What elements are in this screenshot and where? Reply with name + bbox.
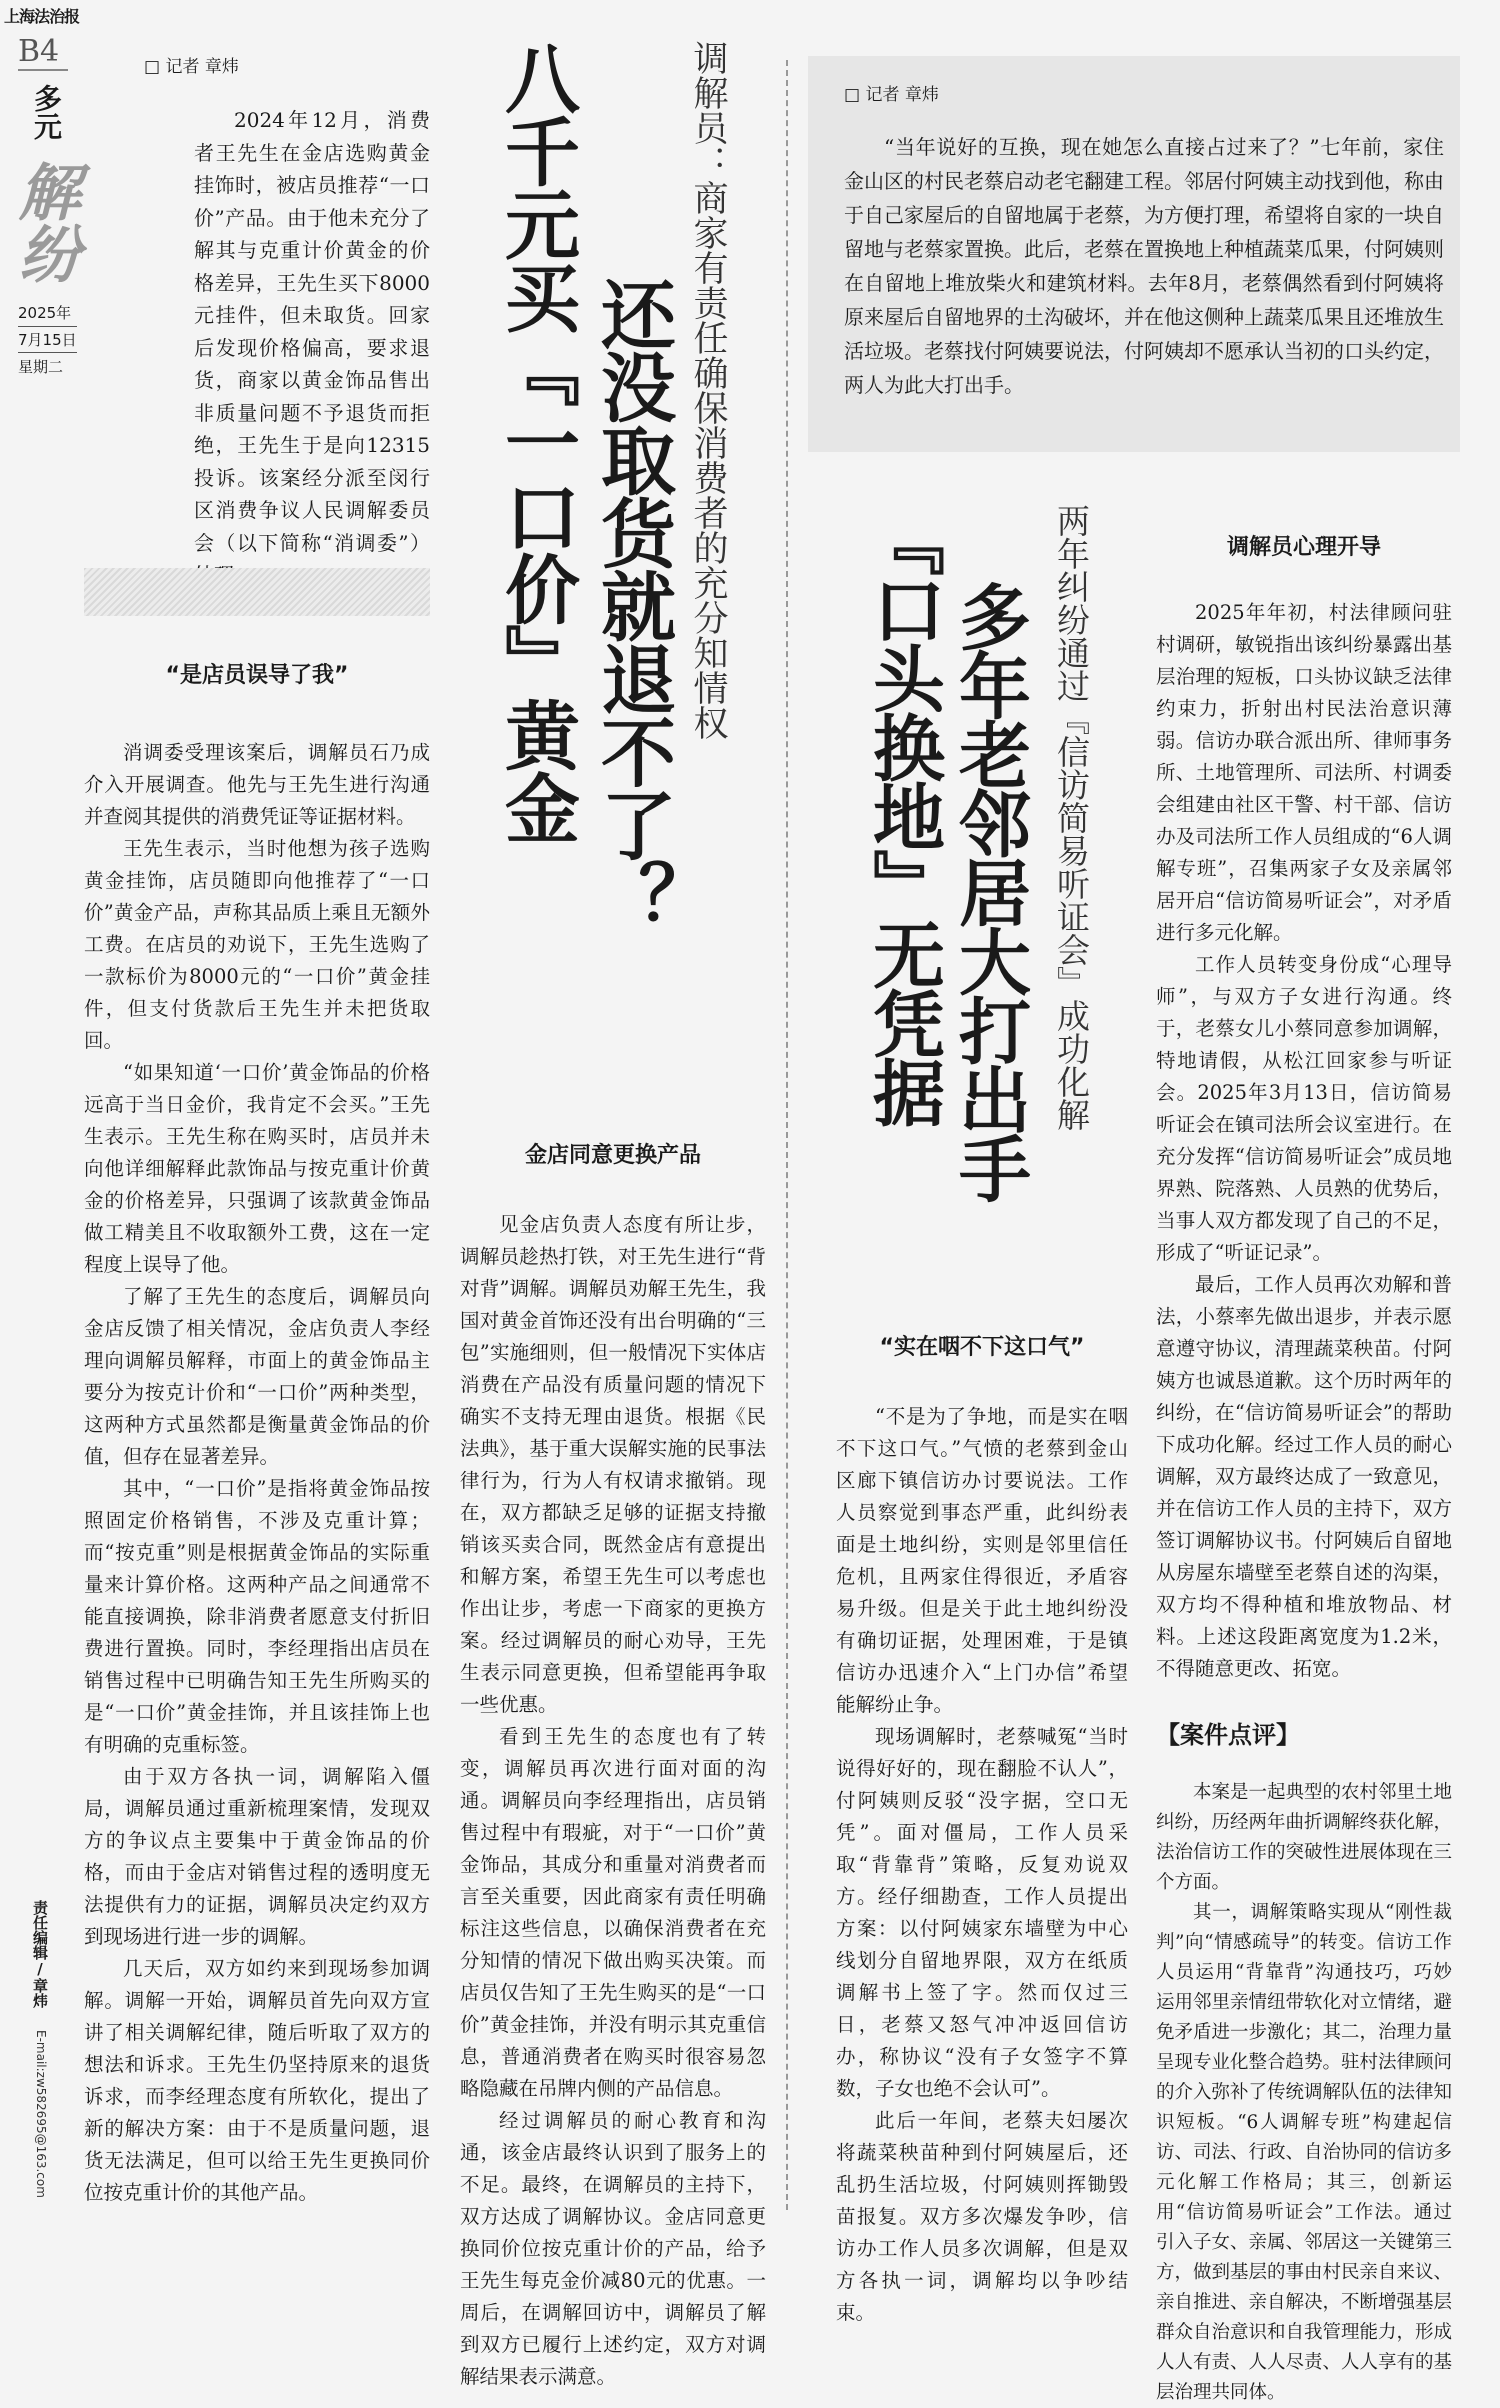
article2-paragraph: “不是为了争地，而是实在咽不下这口气。”气愤的老蔡到金山区廊下镇信访办讨要说法。工作人员察觉到事态严重，此纠纷表面是土地纠纷，实则是邻里信任危机，且两家住得很近，矛盾容易升级。但是关于此土地纠纷没有确切证据，处理困难，于是镇信访办迅速介入“上门办信”希望能解纷止争。: [836, 1405, 1128, 1716]
article1-kicker: 调解员：商家有责任确保消费者的充分知情权: [688, 40, 728, 740]
article1-column-1: [84, 640, 430, 2209]
editor-email: E-mail:zw582695@163.com: [34, 2030, 48, 2198]
article2-lead-paragraph: “当年说好的互换，现在她怎么直接占过来了？”七年前，家住金山区的村民老蔡启动老宅翻建工程。邻居付阿姨主动找到他，称由于自己家屋后的自留地属于老蔡，为方便打理，希望将自家的一块自留地与老蔡家置换。此后，老蔡在置换地上种植蔬菜瓜果，付阿姨则在自留地上堆放柴火和建筑材料。去年8月，老蔡偶然看到付阿姨将原来屋后自留地界的土沟破坏，并在他这侧种上蔬菜瓜果且还堆放生活垃圾。老蔡找付阿姨要说法，付阿姨却不愿承认当初的口头约定，两人为此大打出手。: [844, 135, 1444, 397]
issue-weekday: 星期二: [18, 358, 64, 376]
article1-paragraph: 王先生表示，当时他想为孩子选购黄金挂饰，店员随即向他推荐了“一口价”黄金产品，声称其品质上乘且无额外工费。在店员的劝说下，王先生选购了一款标价为8000元的“一口价”黄金挂件，但支付货款后王先生并未把货取回。: [84, 837, 430, 1052]
editor-label: 责任编辑/章炜: [31, 1900, 49, 2008]
article1-headline-b: 还没取货就退不了？: [589, 276, 677, 933]
article1-paragraph: 几天后，双方如约来到现场参加调解。调解一开始，调解员首先向双方宣讲了相关调解纪律，随后听取了双方的想法和诉求。王先生仍坚持原来的退货诉求，而李经理态度有所软化，提出了新的解决方案：由于不是质量问题，退货无法满足，但可以给王先生更换同价位按克重计价的其他产品。: [84, 1957, 430, 2204]
article2-paragraph: 工作人员转变身份成“心理导师”，与双方子女进行沟通。终于，老蔡女儿小蔡同意参加调解，特地请假，从松江回家参与听证会。2025年3月13日，信访简易听证会在镇司法所会议室进行。在充分发挥“信访简易听证会”成员地界熟、院落熟、人员熟的优势后，当事人双方都发现了自己的不足，形成了“听证记录”。: [1156, 953, 1452, 1264]
article2-headline-b: 『口头换地』无凭据: [861, 504, 946, 1125]
article1: [84, 0, 780, 2388]
article1-lead-paragraph: 2024年12月，消费者王先生在金店选购黄金挂饰时，被店员推荐“一口价”产品。由于他未充分了解其与克重计价黄金的价格差异，王先生买下8000元挂件，但未取货。回家后发现价格偏高，要求退货，商家以黄金饰品售出非质量问题不予退货而拒绝，王先生于是向12315投诉。该案经分派至闵行区消费争议人民调解委员会（以下简称“消调委”）: [194, 108, 430, 555]
article2-byline: □ 记者 章炜: [844, 85, 939, 105]
issue-year: 2025年: [18, 304, 72, 322]
article2-paragraph: 2025年年初，村法律顾问驻村调研，敏锐指出该纠纷暴露出基层治理的短板，口头协议缺乏法律约束力，折射出村民法治意识薄弱。信访办联合派出所、律师事务所、土地管理所、司法所、村调委会组建由社区干警、村干部、信访办及司法所工作人员组成的“6人调解专班”，召集两家子女及亲属邻居开启“信访简易听证会”，对矛盾进行多元化解。: [1156, 601, 1452, 944]
article1-section1-title: “是店员误导了我”: [165, 663, 349, 688]
article2-paragraph: 此后一年间，老蔡夫妇屡次将蔬菜秧苗种到付阿姨屋后，还乱扔生活垃圾，付阿姨则挥锄毁苗报复。双方多次爆发争吵，信访办工作人员多次调解，但是双方各执一词，调解均以争吵结束。: [836, 2109, 1128, 2324]
article2-paragraph: 最后，工作人员再次劝解和普法，小蔡率先做出退步，并表示愿意遵守协议，清理蔬菜秧苗。付阿姨方也诚恳道歉。这个历时两年的纠纷，在“信访简易听证会”的帮助下成功化解。经过工作人员的耐心调解，双方最终达成了一致意见，并在信访工作人员的主持下，双方签订调解协议书。付阿姨后自留地从房屋东墙壁至老蔡自述的沟渠，双方均不得种植和堆放物品、材料。上述这段距离宽度为1.2米，不得随意更改、拓宽。: [1156, 1273, 1452, 1680]
article1-paragraph: “如果知道‘一口价’黄金饰品的价格远高于当日金价，我肯定不会买。”王先生表示。王先生称在购买时，店员并未向他详细解释此款饰品与按克重计价黄金的价格差异，只强调了该款黄金饰品做工精美且不收取额外工费，这在一定程度上误导了他。: [84, 1061, 430, 1276]
masthead: [0, 0, 84, 2253]
article2-comment-paragraph: 本案是一起典型的农村邻里土地纠纷，历经两年曲折调解终获化解，法治信访工作的突破性进展体现在三个方面。: [1156, 1782, 1453, 1893]
editor-label-text: 责任编辑: [31, 1900, 49, 1960]
article2: [806, 0, 1500, 2403]
article2-comment-title: 【案件点评】: [1156, 1720, 1300, 1749]
article2-paragraph: 现场调解时，老蔡喊冤“当时说得好好的，现在翻脸不认人”，付阿姨则反驳“没字据，空口无凭”。面对僵局，工作人员采取“背靠背”策略，反复劝说双方。经仔细勘查，工作人员提出方案：以付阿姨家东墙壁为中心线划分自留地界限，双方在纸质调解书上签了字。然而仅过三日，老蔡又怒气冲冲返回信访办，称协议“没有子女签字不算数，子女也绝不会认可”。: [836, 1725, 1128, 2100]
article1-paragraph: 由于双方各执一词，调解陷入僵局，调解员通过重新梳理案情，发现双方的争议点主要集中于黄金饰品的价格，而由于金店对销售过程的透明度无法提供有力的证据，调解员决定约双方到现场进行进一步的调解。: [84, 1765, 430, 1948]
paper-name: 上海法治报: [4, 7, 80, 26]
article1-paragraph: 看到王先生的态度也有了转变，调解员再次进行面对面的沟通。调解员向李经理指出，店员销售过程中有瑕疵，对于“一口价”黄金饰品，其成分和重量对消费者而言至关重要，因此商家有责任明确标注这些信息，以确保消费者在充分知情的情况下做出购买决策。而店员仅告知了王先生购买的是“一口价”黄金挂饰，并没有明示其克重信息，普通消费者在购买时很容易忽略隐藏在吊牌内侧的产品信息。: [460, 1725, 766, 2100]
article2-column-2: [1156, 530, 1452, 2408]
article2-section2-title: 调解员心理开导: [1226, 535, 1381, 560]
article2-comment-paragraph: 其一，调解策略实现从“刚性裁判”向“情感疏导”的转变。信访工作人员运用“背靠背”沟通技巧，巧妙运用邻里亲情纽带软化对立情绪，避免矛盾进一步激化；其二，治理力量呈现专业化整合趋势。驻村法律顾问的介入弥补了传统调解队伍的法律知识短板。“6人调解专班”构建起信访、司法、行政、自治协同的信访多元化解工作格局；其三，创新运用“信访简易听证会”工作法。通过引入子女、亲属、邻居这一关键第三方，做到基层的事由村民亲自来议、亲自推进、亲自解决，不断增强基层群众自治意识和自我管理能力，形成人人有责、人人尽责、人人享有的基层治理共同体。: [1156, 1902, 1453, 2403]
article2-section1-title: “实在咽不下这口气”: [879, 1335, 1085, 1360]
page-number: B4: [18, 34, 68, 71]
article1-headline-a: 八千元买『一口价』黄金: [493, 40, 581, 843]
issue-date: 7月15日: [18, 326, 77, 353]
section-big: 解纷: [8, 160, 81, 284]
article1-lead: [84, 104, 430, 592]
article1-section2-title: 金店同意更换产品: [524, 1143, 701, 1168]
article1-paragraph: 了解了王先生的态度后，调解员向金店反馈了相关情况，金店负责人李经理向调解员解释，市面上的黄金饰品主要分为按克计价和“一口价”两种类型，这两种方式虽然都是衡量黄金饰品的价值，但存在显著差异。: [84, 1285, 430, 1468]
article1-paragraph: 经过调解员的耐心教育和沟通，该金店最终认识到了服务上的不足。最终，在调解员的主持下，双方达成了调解协议。金店同意更换同价位按克重计价的产品，给予王先生每克金价减80元的优惠。一周后，在调解回访中，调解员了解到双方已履行上述约定，双方对调解结果表示满意。: [460, 2109, 766, 2388]
editor-name: 章炜: [31, 1978, 49, 2008]
article1-column-2: [460, 1130, 766, 2393]
column-separator: [786, 60, 788, 2210]
article1-paragraph: 其中，“一口价”是指将黄金饰品按照固定价格销售，不涉及克重计算；而“按克重”则是根据黄金饰品的实际重量来计算价格。这两种产品之间通常不能直接调换，除非消费者愿意支付折旧费进行置换。同时，李经理指出店员在销售过程中已明确告知王先生所购买的是“一口价”黄金挂饰，并且该挂饰上也有明确的克重标签。: [84, 1477, 430, 1756]
article1-byline: □ 记者 章炜: [144, 57, 239, 77]
article1-paragraph: 见金店负责人态度有所让步，调解员趁热打铁，对王先生进行“背对背”调解。调解员劝解王先生，我国对黄金首饰还没有出台明确的“三包”实施细则，但一般情况下实体店消费在产品没有质量问题的情况下确实不支持无理由退货。根据《民法典》，基于重大误解实施的民事法律行为，行为人有权请求撤销。现在，双方都缺乏足够的证据支持撤销该买卖合同，既然金店有意提出和解方案，希望王先生可以考虑也作出让步，考虑一下商家的更换方案。经过调解员的耐心劝导，王先生表示同意更换，但希望能再争取一些优惠。: [460, 1213, 766, 1716]
article1-paragraph: 消调委受理该案后，调解员石乃成介入开展调查。他先与王先生进行沟通并查阅其提供的消费凭证等证据材料。: [84, 741, 430, 828]
article1-divider: [84, 568, 430, 616]
article2-column-1: [836, 1330, 1128, 2329]
article2-kicker: 两年纠纷通过『信访简易听证会』成功化解: [1052, 504, 1091, 1131]
section-small: 多元: [30, 84, 63, 140]
article2-lead: [844, 130, 1444, 402]
article2-lead-box: [808, 56, 1460, 452]
article2-headline-a: 多年老邻居大打出手: [947, 580, 1032, 1201]
